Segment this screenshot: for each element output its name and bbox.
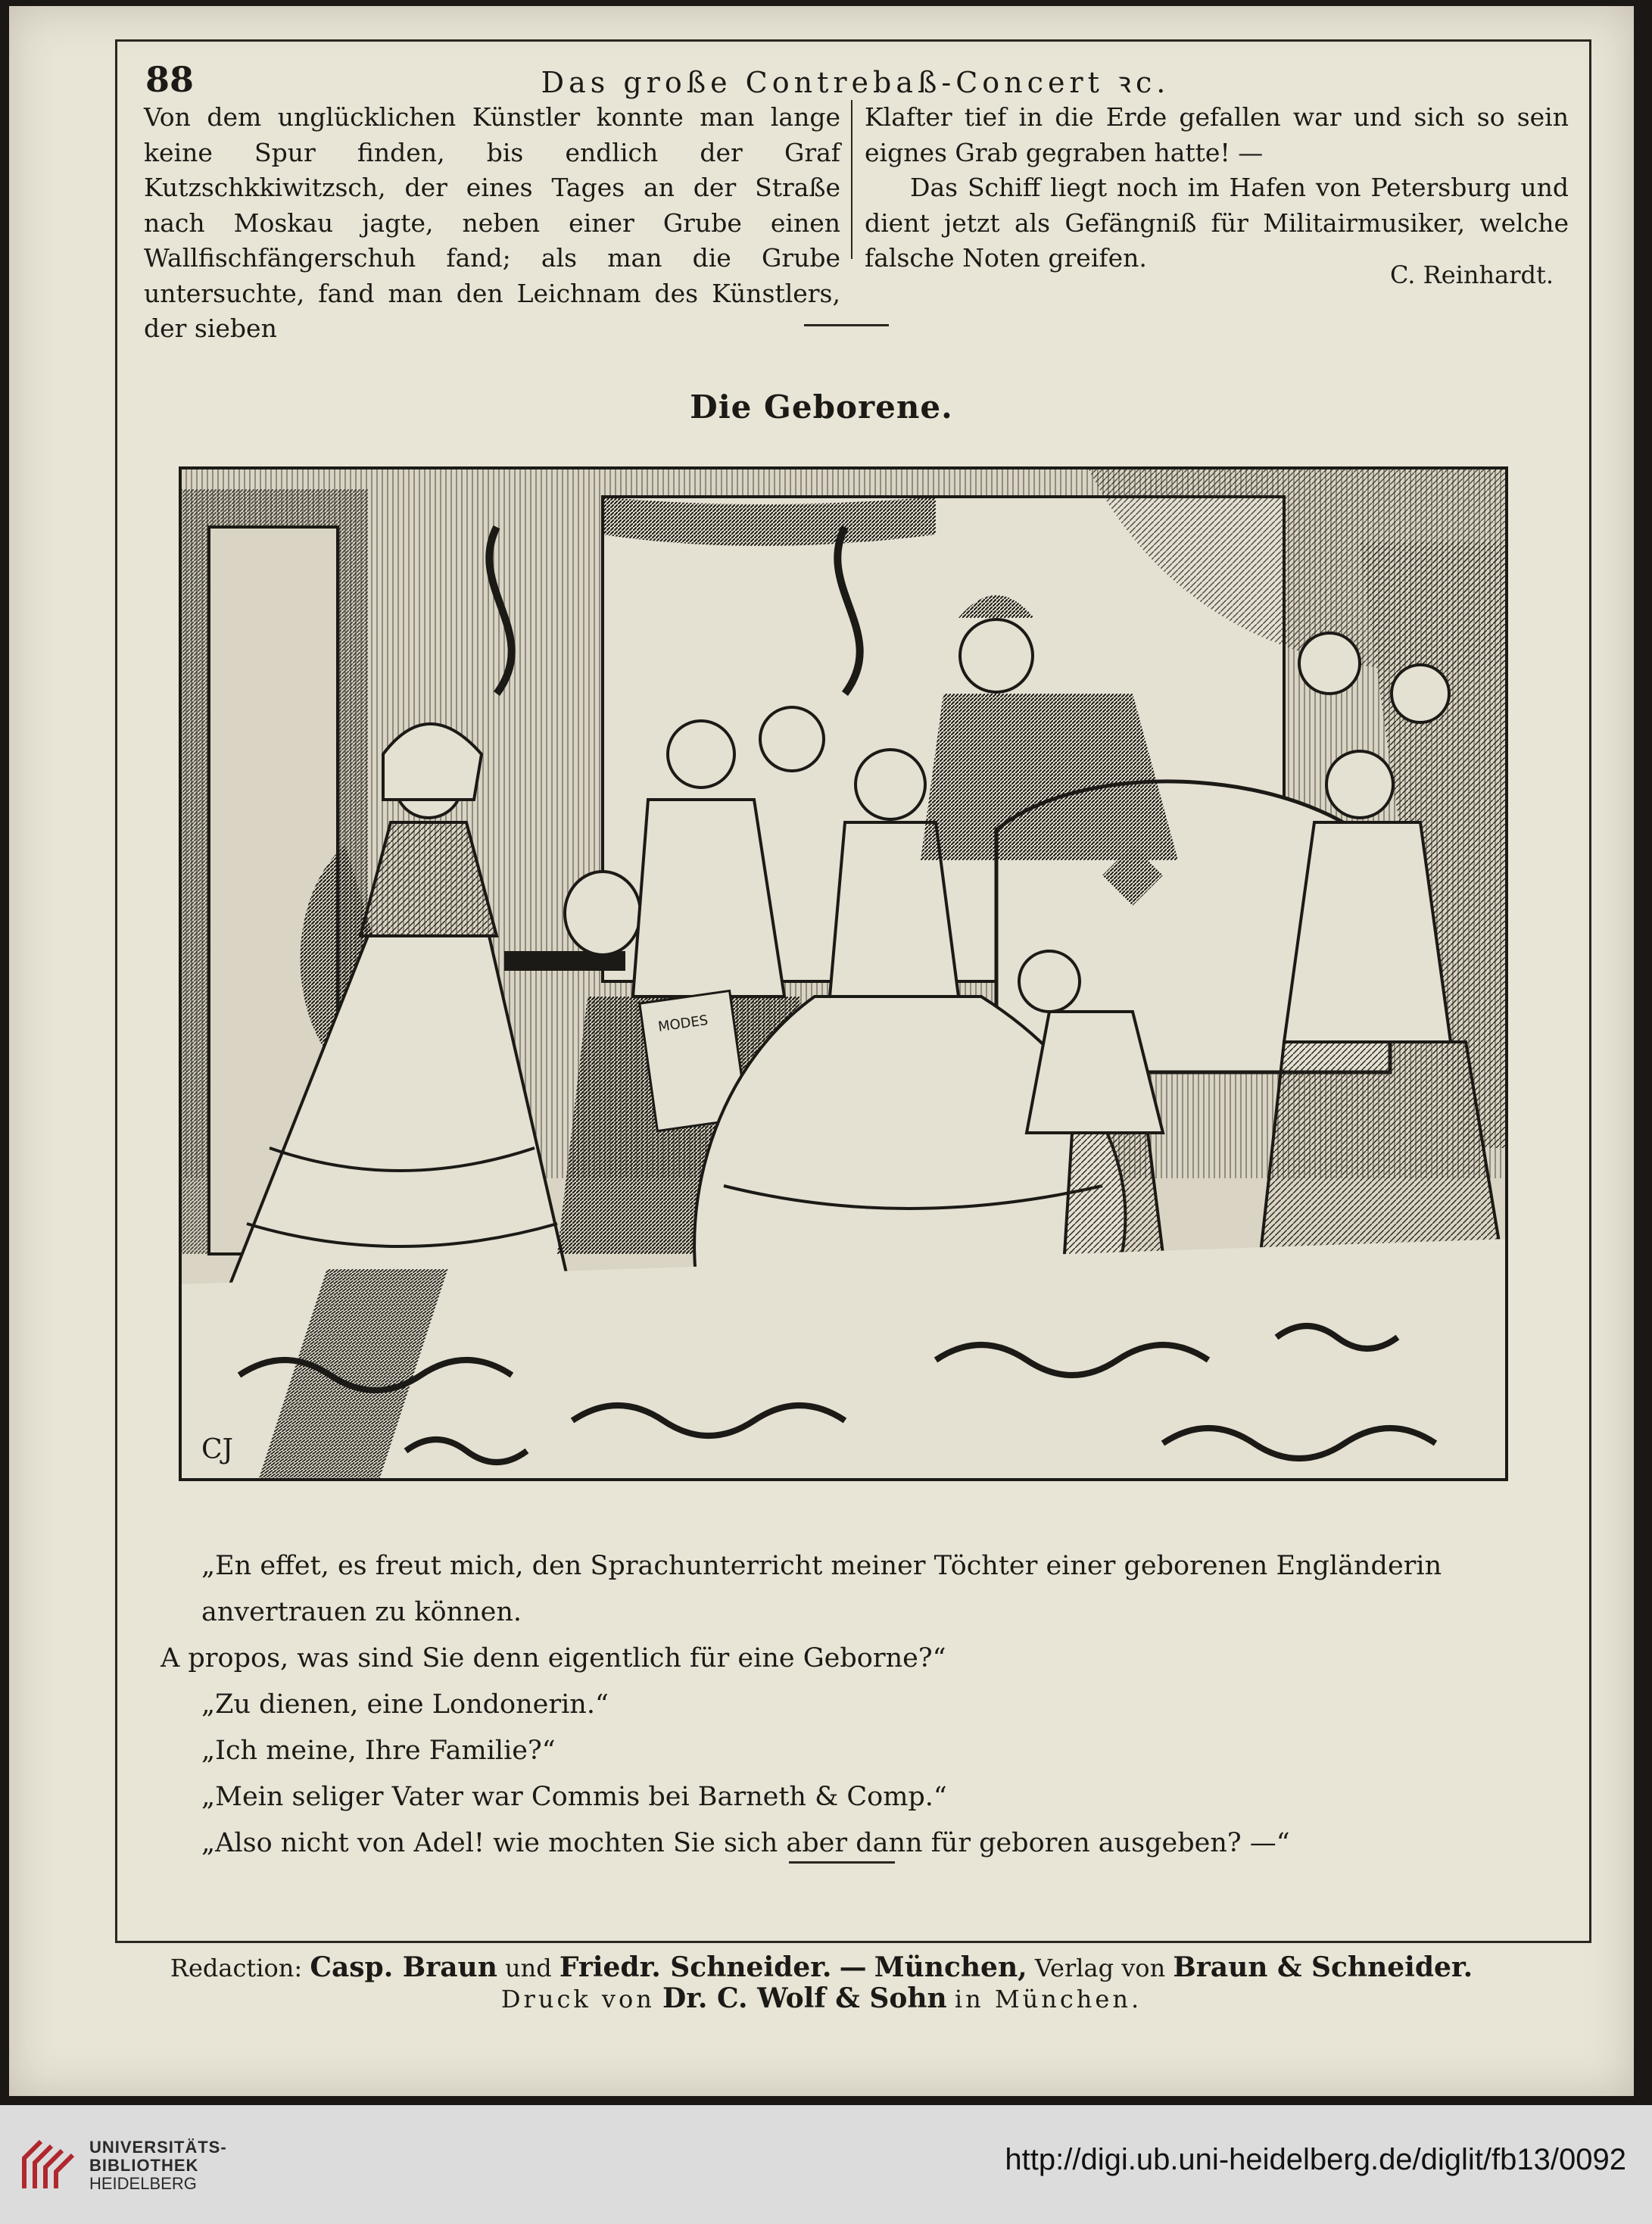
article-author: C. Reinhardt. [1389,260,1554,289]
article-right-column [865,100,1569,276]
running-title: Das große Contrebaß-Concert ꝛc. [541,66,1170,99]
article-paragraph: Klafter tief in die Erde gefallen war und sich so sein eignes Grab gegraben hatte! — [865,102,1569,167]
dialogue-line: „En effet, es freut mich, den Sprachunterricht meiner Töchter einer geborenen Engländerin anvertrauen zu können. [201,1551,1442,1627]
imprint-conjunction: und [505,1954,552,1982]
library-footer [0,2105,1652,2224]
article-paragraph: Von dem unglücklichen Künstler konnte man lange keine Spur finden, bis endlich der Graf Kutzschkkiwitzsch, der eines Tages an der Straße nach Moskau jagte, neben einer Grube einen Wallfischfängerschuh fand; als man die Grube untersuchte, fand man den Leichnam des Künstlers, der sieben [144,102,840,343]
engraving-illustration [179,466,1508,1481]
article-paragraph: Das Schiff liegt noch im Hafen von Petersburg und dient jetzt als Gefängniß für Militairmusiker, welche falsche Noten greifen. [865,173,1569,273]
imprint-city: München, [874,1951,1027,1983]
column-divider [851,100,852,259]
section-divider [804,324,889,326]
printer-city: in München. [954,1985,1142,2013]
imprint-publisher-label: Verlag von [1034,1954,1166,1982]
magazine-label: MODES [656,1012,709,1035]
imprint-dash: — [839,1951,867,1983]
dialogue-line: „Mein seliger Vater war Commis bei Barneth & Comp.“ [201,1782,947,1812]
dialogue-line: „Also nicht von Adel! wie mochten Sie sich aber dann für geboren ausgeben? —“ [201,1828,1290,1858]
printer-name: Dr. C. Wolf & Sohn [662,1982,947,2014]
imprint-label: Redaction: [170,1954,303,1982]
institution-line: HEIDELBERG [89,2174,197,2193]
editor-name: Casp. Braun [310,1951,497,1983]
page-header [136,59,1575,100]
editor-name: Friedr. Schneider. [559,1951,832,1983]
dialogue-line: „Ich meine, Ihre Familie?“ [201,1736,556,1766]
permalink-url[interactable]: http://digi.ub.uni-heidelberg.de/diglit/fb13/0092 [1005,2143,1626,2176]
section-divider [789,1861,895,1864]
scanned-page [9,6,1634,2096]
printer-label: Druck von [500,1985,655,2013]
page-number: 88 [145,59,195,100]
caption-dialogue [161,1543,1569,1867]
dialogue-line: A propos, was sind Sie denn eigentlich für eine Geborne?“ [161,1643,946,1673]
institution-line: BIBLIOTHEK [89,2156,199,2175]
institution-line: UNIVERSITÄTS- [89,2138,227,2157]
article-left-column [144,100,840,347]
imprint [9,1952,1634,2014]
illustration-title: Die Geborene. [690,388,953,426]
artist-signature: CJ [201,1434,233,1465]
publisher-name: Braun & Schneider. [1173,1951,1473,1983]
dialogue-line: „Zu dienen, eine Londonerin.“ [201,1689,609,1720]
institution-name [89,2138,227,2193]
imprint-editors [9,1952,1634,1983]
imprint-printer [9,1983,1634,2014]
library-logo-icon [18,2135,79,2196]
